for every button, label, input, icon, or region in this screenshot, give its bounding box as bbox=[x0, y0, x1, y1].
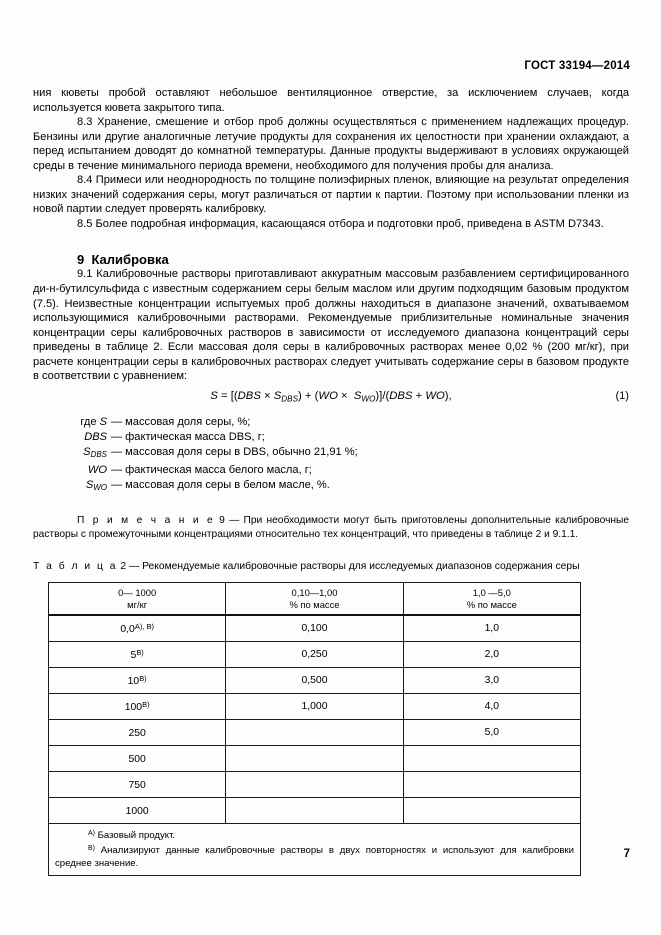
table-caption bbox=[33, 561, 629, 572]
table-cell-col1 bbox=[49, 668, 226, 694]
formula-1-number: (1) bbox=[615, 389, 629, 402]
table-cell-col3 bbox=[403, 746, 580, 772]
note-text: — При необходимости могут быть приготовлены дополнительные калибровочные растворы с промежуточными концентрациями относительно тех концентраций, что приведены в таблице 2 и 9.1.1. bbox=[33, 515, 629, 540]
paragraph-8-3: 8.3 Хранение, смешение и отбор проб должны осуществляться с применением надлежащих процедур. Бензины или другие аналогичные летучие продукты для сохранения их целостности при хранении охлаждают, а перед испытанием доводят до комнатной температуры. Данные продукты выдерживают в условиях окружающей среды в течение минимального периода времени, необходимого для получения пробы для анализа. bbox=[33, 116, 629, 172]
page-number: 7 bbox=[623, 848, 630, 860]
table-cell-col3: 1,0 bbox=[403, 615, 580, 642]
table-row bbox=[49, 668, 581, 694]
formula-definitions bbox=[33, 415, 629, 495]
definition-term: $S_{DBS}$ bbox=[83, 446, 107, 460]
table-footnotes-cell bbox=[49, 824, 581, 876]
definition-description: — фактическая масса белого масла, г; bbox=[111, 463, 312, 476]
formula-1-row bbox=[33, 390, 629, 409]
table-row bbox=[49, 798, 581, 824]
cell-value: 5 bbox=[130, 650, 137, 662]
table-cell-col3 bbox=[403, 772, 580, 798]
table-cell-col2: 0,100 bbox=[226, 615, 403, 642]
cell-footnote-marker: В) bbox=[139, 674, 147, 684]
note-number: 9 bbox=[219, 515, 225, 527]
table-footnotes-row bbox=[49, 824, 581, 876]
table-cell-col1 bbox=[49, 746, 226, 772]
definition-item bbox=[33, 445, 629, 462]
table-caption-label: Т а б л и ц а bbox=[33, 561, 118, 573]
definition-item bbox=[33, 415, 629, 430]
header-unit-2: % по массе bbox=[289, 598, 340, 610]
table-cell-col2 bbox=[226, 746, 403, 772]
table-caption-number: 2 bbox=[120, 561, 127, 573]
cell-value: 10 bbox=[127, 676, 140, 688]
table-cell-col1 bbox=[49, 798, 226, 824]
paragraph-9-1: 9.1 Калибровочные растворы приготавливают аккуратным массовым разбавлением сертифицированного ди-н-бутилсульфида с известным содержанием серы белым маслом или другим подходящим базовым продуктом (7.5). Неизвестные концентрации испытуемых проб должны находиться в диапазоне значений, охватываемом использующимися калибровочными растворами. Рекомендуемые приблизительные номинальные значения концентрации серы калибровочных растворов в зависимости от исследуемого диапазона концентраций серы приведены в таблице 2. Если массовая доля серы в калибровочных растворах менее 0,02 % (200 мг/кг), при расчете концентрации серы в калибровочных растворах следует учитывать содержание серы в базовом продукте в соответствии с уравнением: bbox=[33, 268, 629, 383]
table-cell-col3 bbox=[403, 798, 580, 824]
definition-term: $S_{WO}$ bbox=[85, 478, 107, 493]
cell-value: 1000 bbox=[125, 806, 149, 818]
definitions-lead-word: где bbox=[80, 415, 97, 428]
table-header-cell-1 bbox=[49, 583, 226, 616]
definition-description: — фактическая масса DBS, г; bbox=[111, 431, 265, 444]
footnote-marker-b: В) bbox=[88, 844, 95, 852]
cell-value: 0,0 bbox=[120, 624, 135, 636]
table-cell-col2 bbox=[226, 772, 403, 798]
table-2-calibration-solutions bbox=[48, 582, 581, 876]
definition-description: — массовая доля серы в белом масле, %. bbox=[111, 478, 330, 491]
table-header-cell-2 bbox=[226, 583, 403, 616]
footnote-a bbox=[55, 828, 574, 843]
definition-description: — массовая доля серы, %; bbox=[111, 415, 251, 428]
document-body bbox=[33, 86, 629, 876]
definition-item bbox=[33, 430, 629, 445]
definition-item bbox=[33, 478, 629, 495]
table-row bbox=[49, 642, 581, 668]
footnote-text-a: Базовый продукт. bbox=[97, 830, 176, 842]
definition-term: где S bbox=[80, 415, 107, 428]
note-block bbox=[33, 514, 629, 541]
header-range-2: 0,10—1,00 bbox=[291, 586, 338, 598]
cell-footnote-marker: В) bbox=[142, 700, 150, 710]
table-header-row bbox=[49, 583, 581, 616]
header-range-1: 0— 1000 bbox=[118, 586, 157, 598]
definition-description: — массовая доля серы в DBS, обычно 21,91 %; bbox=[111, 446, 358, 459]
table-cell-col1 bbox=[49, 694, 226, 720]
footnote-marker-a: А) bbox=[88, 830, 95, 838]
cell-footnote-marker: В) bbox=[136, 648, 144, 658]
paragraph-8-5: 8.5 Более подробная информация, касающаяся отбора и подготовки проб, приведена в ASTM D7343. bbox=[77, 217, 604, 230]
table-row bbox=[49, 720, 581, 746]
table-cell-col1 bbox=[49, 720, 226, 746]
page-header-standard-number: ГОСТ 33194—2014 bbox=[524, 60, 630, 72]
note-label: П р и м е ч а н и е bbox=[77, 515, 215, 527]
table-header-cell-3 bbox=[403, 583, 580, 616]
table-cell-col2: 1,000 bbox=[226, 694, 403, 720]
header-unit-3: % по массе bbox=[466, 598, 517, 610]
section-title-text: Калибровка bbox=[91, 252, 169, 268]
table-row bbox=[49, 615, 581, 642]
definition-item bbox=[33, 463, 629, 478]
table-row bbox=[49, 772, 581, 798]
table-cell-col1 bbox=[49, 772, 226, 798]
table-row bbox=[49, 694, 581, 720]
cell-value: 500 bbox=[128, 754, 146, 766]
footnote-text-b: Анализируют данные калибровочные растворы в двух повторностях и используют для калибровки среднее значение. bbox=[55, 844, 574, 869]
paragraph-continued: ния кюветы пробой оставляют небольшое вентиляционное отверстие, за исключением случаев, когда используется кювета закрытого типа. bbox=[33, 87, 629, 114]
table-cell-col2 bbox=[226, 720, 403, 746]
paragraph-8-4: 8.4 Примеси или неоднородность по толщине полиэфирных пленок, влияющие на результат определения низких значений содержания серы, могут различаться от партии к партии. Поэтому при использовании пленки из новой партии следует проверять калибровку. bbox=[33, 174, 629, 216]
table-cell-col2 bbox=[226, 798, 403, 824]
header-unit-1: мг/кг bbox=[127, 598, 148, 610]
header-range-3: 1,0 —5,0 bbox=[472, 586, 511, 598]
cell-footnote-marker: А), В) bbox=[134, 622, 154, 632]
table-cell-col3: 4,0 bbox=[403, 694, 580, 720]
cell-value: 750 bbox=[128, 780, 146, 792]
table-cell-col3: 3,0 bbox=[403, 668, 580, 694]
cell-value: 100 bbox=[124, 702, 143, 714]
table-cell-col2: 0,250 bbox=[226, 642, 403, 668]
table-cell-col2: 0,500 bbox=[226, 668, 403, 694]
section-heading-9 bbox=[33, 252, 629, 267]
definition-term: DBS bbox=[84, 431, 107, 444]
section-number: 9 bbox=[77, 252, 85, 268]
footnote-b bbox=[55, 843, 574, 870]
definition-term: WO bbox=[87, 463, 107, 476]
cell-value: 250 bbox=[128, 728, 146, 740]
table-cell-col1 bbox=[49, 615, 226, 642]
table-cell-col3: 2,0 bbox=[403, 642, 580, 668]
table-row bbox=[49, 746, 581, 772]
table-caption-text: — Рекомендуемые калибровочные растворы для исследуемых диапазонов содержания серы bbox=[128, 561, 580, 573]
table-cell-col1 bbox=[49, 642, 226, 668]
formula-1: $S = [(DBS \times S_{DBS}) + (WO \times S_{WO})]/(DBS + WO)$, bbox=[210, 389, 452, 404]
table-cell-col3: 5,0 bbox=[403, 720, 580, 746]
